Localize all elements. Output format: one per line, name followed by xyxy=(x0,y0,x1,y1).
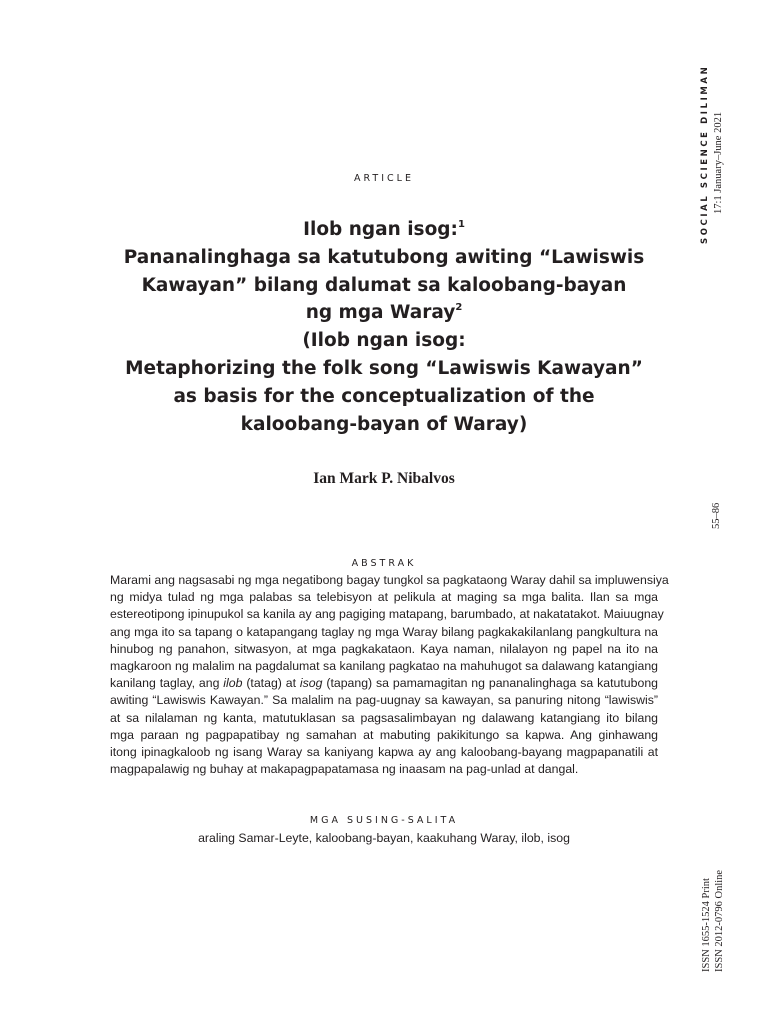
page-range xyxy=(710,497,724,529)
italic-term-isog: isog xyxy=(299,676,323,691)
title-line: Metaphorizing the folk song “Lawiswis Kawayan” xyxy=(125,357,643,379)
abstract-line: hinubog ng panahon, sitwasyon, at mga pagkakataon. Kaya naman, nilalayon ng papel na ito na xyxy=(110,641,658,656)
issn-block xyxy=(700,852,730,972)
journal-issue: 17:1 January–June 2021 xyxy=(713,111,724,214)
abstract-body xyxy=(110,572,669,778)
abstract-line: ng midya tulad ng mga palabas sa telebisyon at pelikula at maging sa mga balita. Ilan sa mga xyxy=(110,590,658,605)
abstract-line: magpapalawig ng buhay at makapagpapatamasa ng inaasam na pag-unlad at dangal. xyxy=(110,762,579,777)
footnote-marker[interactable]: 1 xyxy=(457,218,465,230)
title-line: ng mga Waray$^2$ xyxy=(305,302,463,324)
title-line: kaloobang-bayan of Waray) xyxy=(240,413,528,435)
title-line: (Ilob ngan isog: xyxy=(302,330,466,352)
abstract-line: mga paraan ng pagpapatibay ng samahan at mabuting pakikitungo sa kapwa. Ang ginhawang xyxy=(110,727,658,742)
abstract-line: ang mga ito sa tapang o katapangang taglay ng mga Waray bilang pagkakakilanlang pangkultura na xyxy=(110,624,658,639)
keywords-heading: MGA SUSING-SALITA xyxy=(309,815,459,826)
footnote-marker[interactable]: 2 xyxy=(455,302,463,314)
article-label: ARTICLE xyxy=(354,173,414,184)
abstract-line: awiting “Lawiswis Kawayan.” Sa malalim na pag-uugnay sa kawayan, sa panuring nitong “lawiswis” xyxy=(110,693,658,708)
title-line: as basis for the conceptualization of the xyxy=(173,385,595,407)
abstract-line: itong ipinagkaloob ng isang Waray sa kaniyang kapwa ay ang kaloobang-bayang magpapanatili at xyxy=(110,745,658,760)
abstract-line: magkaroon ng malalim na pagdalumat sa kanilang pagkatao na mahuhugot sa dalawang katangiang xyxy=(110,659,658,674)
title-line: Kawayan” bilang dalumat sa kaloobang-bayan xyxy=(141,274,627,296)
journal-name: SOCIAL SCIENCE DILIMAN xyxy=(700,64,710,244)
abstract-line: at sa nilalaman ng kanta, matutuklasan sa pagsasalimbayan ng dalawang katangiang ito bilang xyxy=(110,710,658,725)
author-name: Ian Mark P. Nibalvos xyxy=(313,470,455,487)
title-line: Ilob ngan isog:$^1$ xyxy=(303,218,465,240)
abstract-line: kanilang taglay, ang ilob (tatag) at isog (tapang) sa pamamagitan ng pananalinghaga sa katutubong xyxy=(110,676,658,691)
italic-term-ilob: ilob xyxy=(223,676,243,691)
keywords-list: araling Samar-Leyte, kaloobang-bayan, kaakuhang Waray, ilob, isog xyxy=(198,831,570,845)
abstract-line: estereotipong ipinupukol sa kanila ay ang pagiging matapang, barumbado, at nakatatakot. Maiuugnay xyxy=(110,607,664,622)
page-range-text: 55–86 xyxy=(711,502,722,529)
article-title xyxy=(110,216,658,438)
journal-sidebar xyxy=(698,64,732,244)
issn-print: ISSN 1655-1524 Print xyxy=(701,878,712,972)
title-line: Pananalinghaga sa katutubong awiting “Lawiswis xyxy=(123,246,645,268)
abstract-heading: ABSTRAK xyxy=(351,558,417,569)
issn-online: ISSN 2012-0796 Online xyxy=(714,869,725,972)
abstract-line: Marami ang nagsasabi ng mga negatibong bagay tungkol sa pagkataong Waray dahil sa impluwensiya xyxy=(110,573,669,587)
